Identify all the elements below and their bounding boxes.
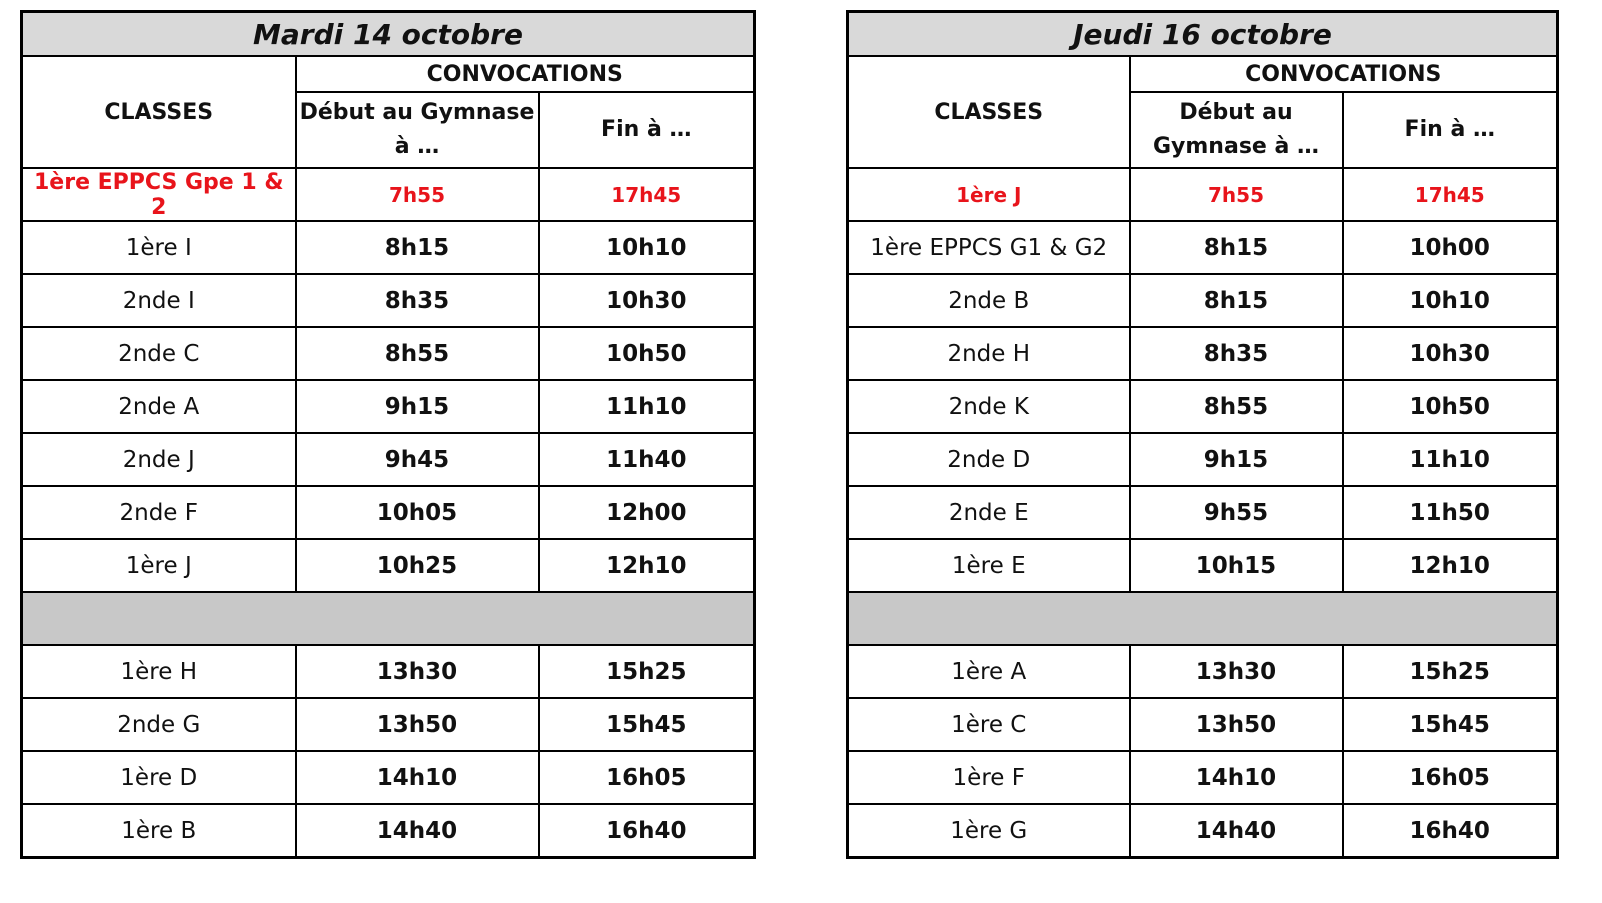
class-cell: 2nde E (848, 486, 1130, 539)
start-time-cell: 8h35 (1130, 327, 1343, 380)
lunch-break-separator (848, 592, 1558, 645)
table-row-highlight (848, 168, 1558, 221)
end-time-cell: 11h10 (539, 380, 755, 433)
day-title: Jeudi 16 octobre (848, 12, 1558, 57)
end-time-cell: 12h10 (1343, 539, 1558, 592)
table-row (22, 698, 755, 751)
header-debut: Début au Gymnase à … (1130, 92, 1343, 168)
start-time-cell: 14h40 (1130, 804, 1343, 858)
table-row (848, 221, 1558, 274)
table-row (848, 645, 1558, 698)
header-classes: CLASSES (22, 56, 296, 168)
schedule-table-mardi (20, 10, 756, 859)
class-cell: 1ère EPPCS Gpe 1 & 2 (22, 168, 296, 221)
table-row (22, 327, 755, 380)
start-time-cell: 13h50 (1130, 698, 1343, 751)
class-cell: 2nde C (22, 327, 296, 380)
start-time-cell: 10h05 (296, 486, 539, 539)
start-time-cell: 8h55 (1130, 380, 1343, 433)
class-cell: 1ère J (22, 539, 296, 592)
table-row (848, 751, 1558, 804)
end-time-cell: 10h10 (539, 221, 755, 274)
class-cell: 2nde F (22, 486, 296, 539)
class-cell: 2nde G (22, 698, 296, 751)
header-fin: Fin à … (539, 92, 755, 168)
class-cell: 2nde B (848, 274, 1130, 327)
end-time-cell: 10h00 (1343, 221, 1558, 274)
start-time-cell: 9h55 (1130, 486, 1343, 539)
table-row (22, 645, 755, 698)
end-time-cell: 15h45 (1343, 698, 1558, 751)
end-time-cell: 16h40 (1343, 804, 1558, 858)
day-title: Mardi 14 octobre (22, 12, 755, 57)
end-time-cell: 12h10 (539, 539, 755, 592)
class-cell: 1ère H (22, 645, 296, 698)
end-time-cell: 12h00 (539, 486, 755, 539)
start-time-cell: 13h30 (1130, 645, 1343, 698)
table-row (848, 539, 1558, 592)
table-row (22, 274, 755, 327)
class-cell: 2nde H (848, 327, 1130, 380)
class-cell: 1ère EPPCS G1 & G2 (848, 221, 1130, 274)
table-row (22, 751, 755, 804)
start-time-cell: 7h55 (296, 168, 539, 221)
header-convocations: CONVOCATIONS (1130, 56, 1558, 92)
end-time-cell: 16h40 (539, 804, 755, 858)
start-time-cell: 7h55 (1130, 168, 1343, 221)
class-cell: 2nde J (22, 433, 296, 486)
start-time-cell: 9h45 (296, 433, 539, 486)
table-row (848, 698, 1558, 751)
class-cell: 1ère I (22, 221, 296, 274)
end-time-cell: 11h40 (539, 433, 755, 486)
end-time-cell: 17h45 (1343, 168, 1558, 221)
table-row (848, 380, 1558, 433)
table-row (22, 380, 755, 433)
table-row-highlight (22, 168, 755, 221)
class-cell: 1ère F (848, 751, 1130, 804)
end-time-cell: 16h05 (539, 751, 755, 804)
end-time-cell: 10h30 (539, 274, 755, 327)
start-time-cell: 10h15 (1130, 539, 1343, 592)
end-time-cell: 11h10 (1343, 433, 1558, 486)
table-row (22, 433, 755, 486)
start-time-cell: 8h15 (1130, 274, 1343, 327)
class-cell: 2nde I (22, 274, 296, 327)
start-time-cell: 14h10 (296, 751, 539, 804)
table-row (22, 221, 755, 274)
table-row (22, 486, 755, 539)
lunch-break-separator (22, 592, 755, 645)
schedule-table-jeudi (846, 10, 1559, 859)
start-time-cell: 9h15 (1130, 433, 1343, 486)
class-cell: 1ère C (848, 698, 1130, 751)
class-cell: 2nde A (22, 380, 296, 433)
start-time-cell: 14h40 (296, 804, 539, 858)
end-time-cell: 15h25 (1343, 645, 1558, 698)
end-time-cell: 10h50 (539, 327, 755, 380)
start-time-cell: 14h10 (1130, 751, 1343, 804)
end-time-cell: 16h05 (1343, 751, 1558, 804)
header-convocations: CONVOCATIONS (296, 56, 755, 92)
class-cell: 1ère B (22, 804, 296, 858)
class-cell: 1ère E (848, 539, 1130, 592)
class-cell: 1ère G (848, 804, 1130, 858)
start-time-cell: 13h50 (296, 698, 539, 751)
table-row (848, 433, 1558, 486)
class-cell: 1ère A (848, 645, 1130, 698)
table-row (848, 486, 1558, 539)
start-time-cell: 9h15 (296, 380, 539, 433)
table-row (22, 804, 755, 858)
end-time-cell: 10h30 (1343, 327, 1558, 380)
class-cell: 1ère J (848, 168, 1130, 221)
header-fin: Fin à … (1343, 92, 1558, 168)
start-time-cell: 8h15 (1130, 221, 1343, 274)
start-time-cell: 8h35 (296, 274, 539, 327)
end-time-cell: 15h45 (539, 698, 755, 751)
table-row (22, 539, 755, 592)
start-time-cell: 8h15 (296, 221, 539, 274)
end-time-cell: 11h50 (1343, 486, 1558, 539)
header-debut: Début au Gymnase à … (296, 92, 539, 168)
end-time-cell: 10h10 (1343, 274, 1558, 327)
class-cell: 1ère D (22, 751, 296, 804)
table-row (848, 804, 1558, 858)
class-cell: 2nde D (848, 433, 1130, 486)
start-time-cell: 13h30 (296, 645, 539, 698)
end-time-cell: 15h25 (539, 645, 755, 698)
table-row (848, 327, 1558, 380)
start-time-cell: 10h25 (296, 539, 539, 592)
table-row (848, 274, 1558, 327)
end-time-cell: 10h50 (1343, 380, 1558, 433)
class-cell: 2nde K (848, 380, 1130, 433)
header-classes: CLASSES (848, 56, 1130, 168)
end-time-cell: 17h45 (539, 168, 755, 221)
start-time-cell: 8h55 (296, 327, 539, 380)
